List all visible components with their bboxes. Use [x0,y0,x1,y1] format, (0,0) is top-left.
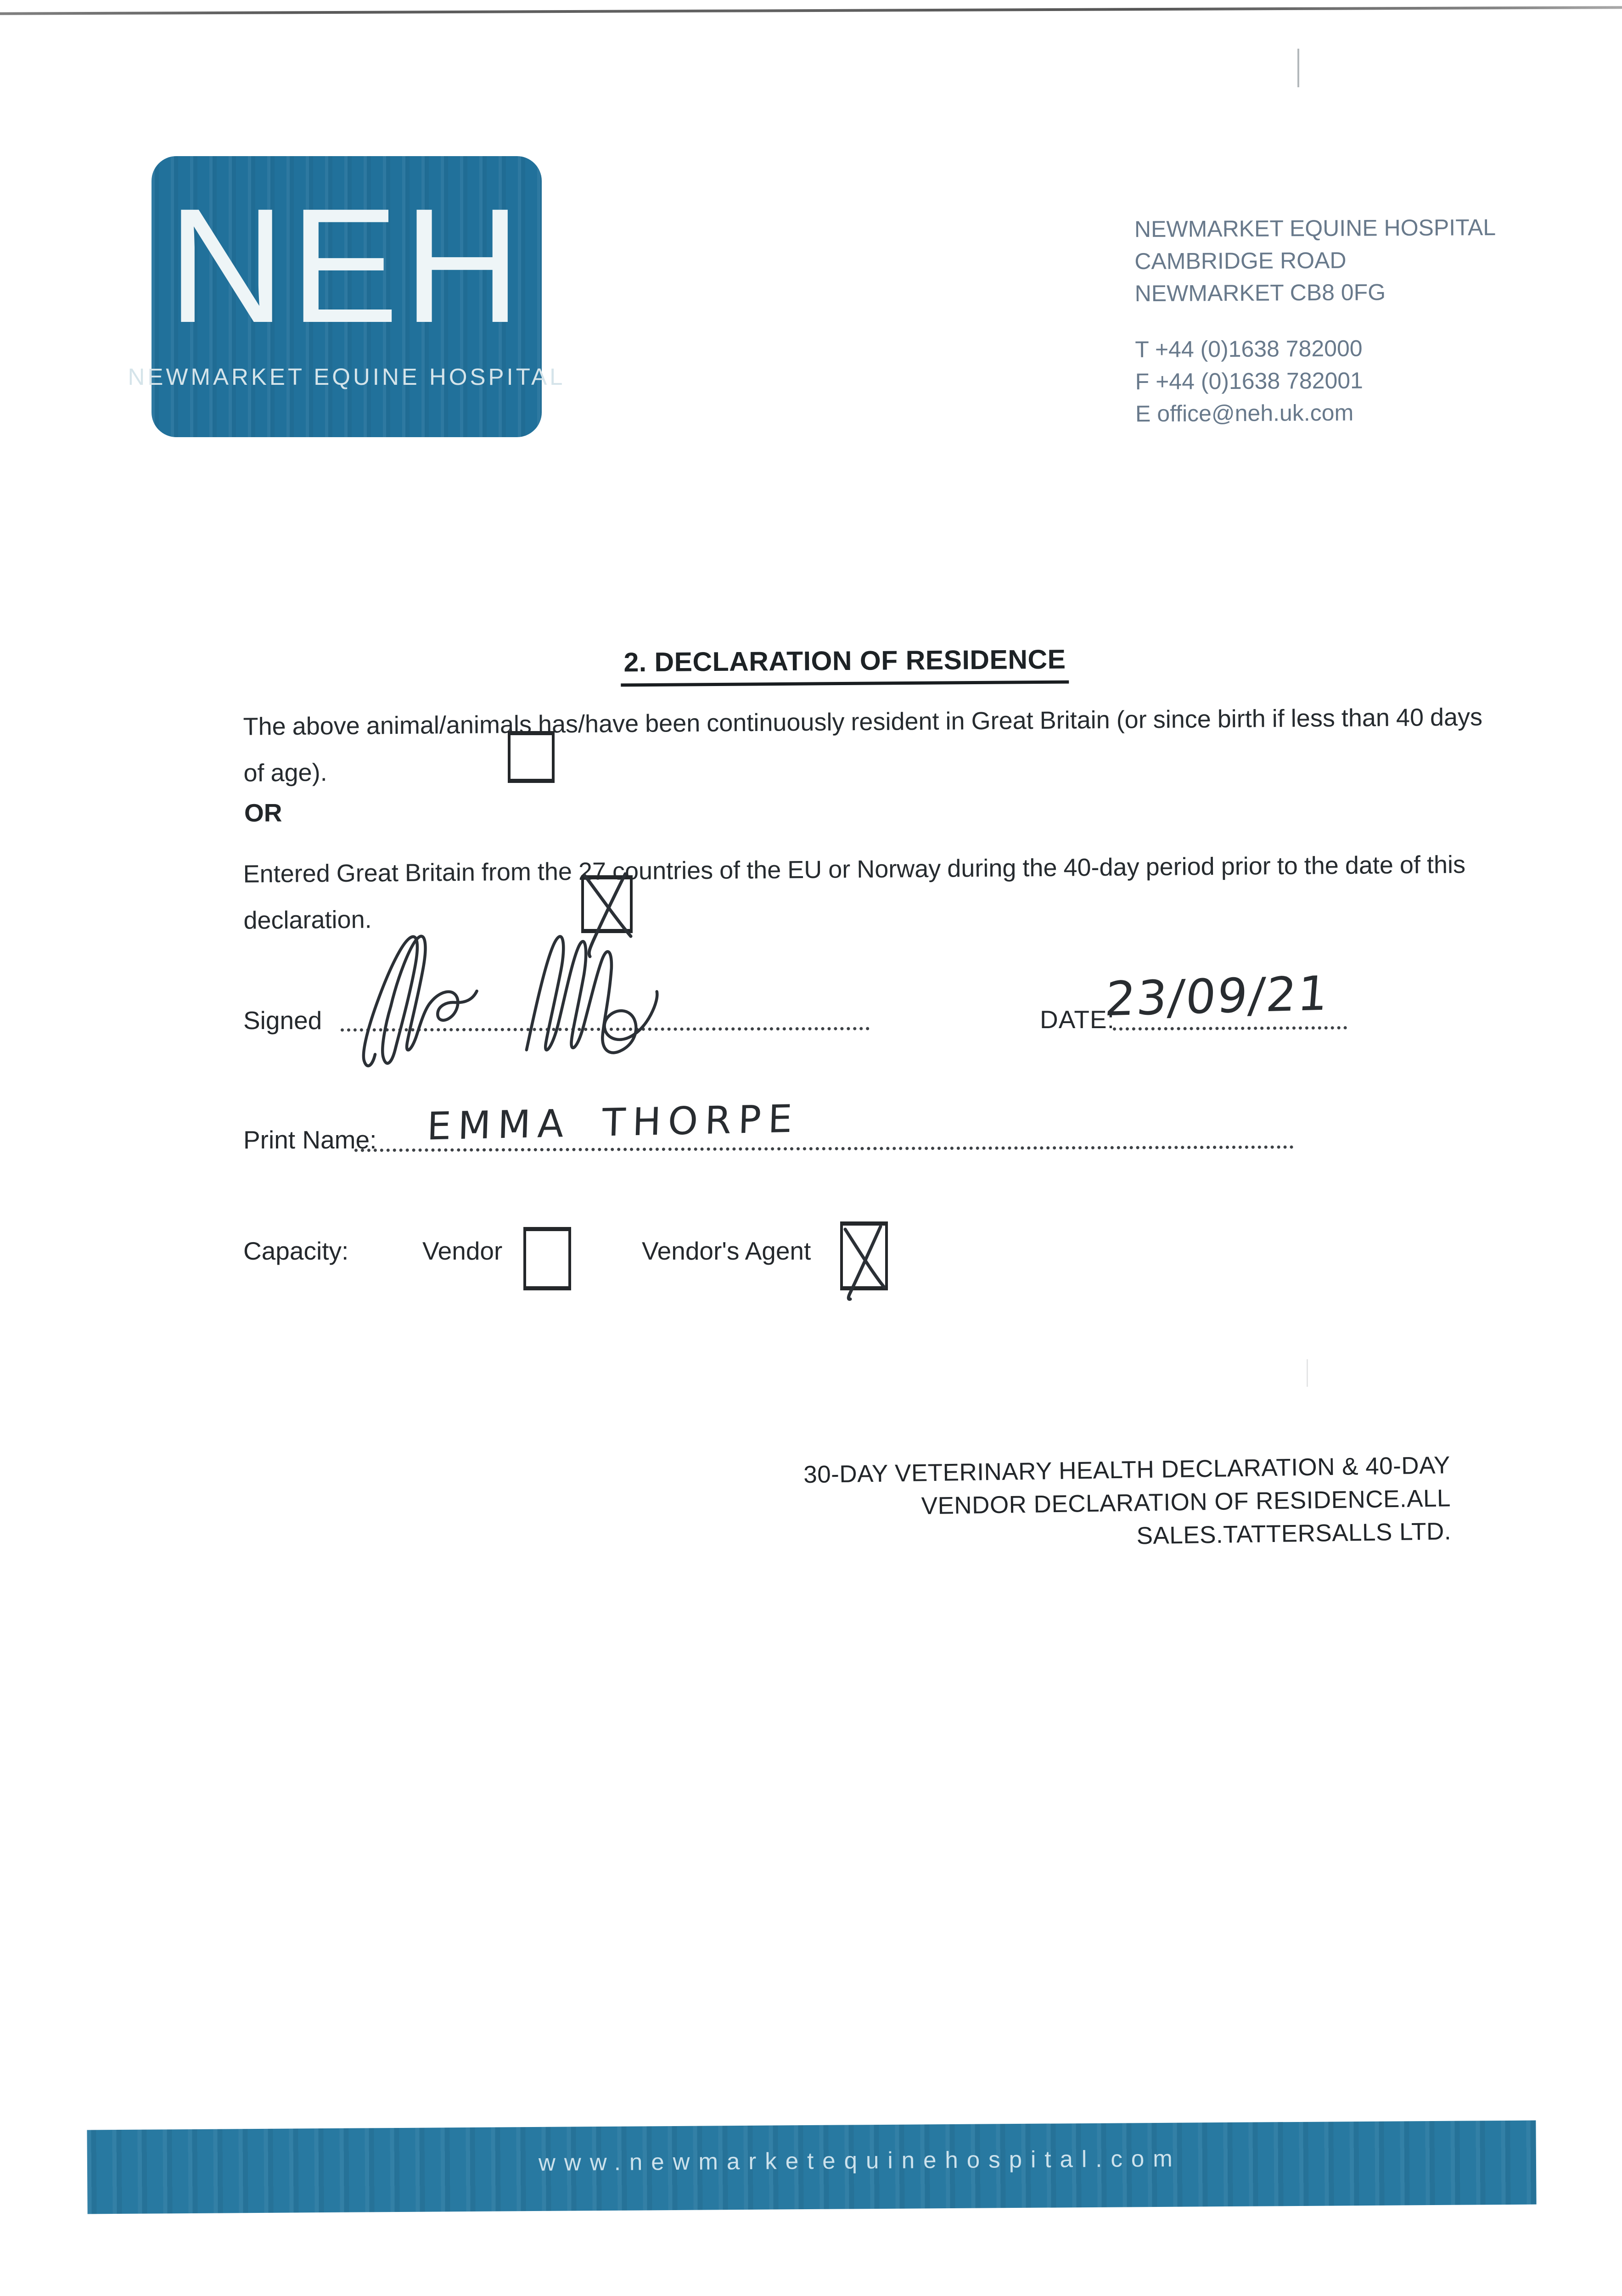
or-label: OR [244,799,282,827]
section-heading-text: 2. DECLARATION OF RESIDENCE [621,644,1069,687]
print-name-label: Print Name: [243,1125,377,1154]
vendor-label: Vendor [422,1237,503,1265]
neh-logo-tagline: NEWMARKET EQUINE HOSPITAL [128,364,566,390]
hospital-contact-block [1134,211,1497,430]
handwritten-x-mark [584,879,630,929]
scan-artifact-faint-mark [1307,1359,1308,1387]
capacity-label: Capacity: [243,1237,349,1265]
print-name-handwritten-value: EMMA THORPE [426,1096,800,1149]
footer-website-url: www.newmarketequinehospital.com [538,2145,1181,2176]
neh-logo-acronym: NEH [168,175,526,357]
sale-declaration-note [660,1449,1451,1559]
sale-note-line2: VENDOR DECLARATION OF RESIDENCE.ALL SALES.TATTERSALLS LTD. [921,1485,1452,1550]
date-handwritten-value: 23/09/21 [1103,966,1331,1027]
signed-label: Signed [243,1006,322,1035]
option2-checkbox[interactable] [581,875,633,933]
sale-note-line1: 30-DAY VETERINARY HEALTH DECLARATION & 40-DAY [803,1452,1451,1489]
contact-address-line: NEWMARKET EQUINE HOSPITAL [1134,214,1496,242]
vendors-agent-label: Vendor's Agent [642,1237,811,1265]
contact-email: E office@neh.uk.com [1135,400,1354,427]
date-label: DATE: [1040,1005,1115,1034]
neh-logo [128,156,566,437]
handwritten-x-mark [843,1226,885,1286]
residence-option1-text: The above animal/animals has/have been continuously resident in Great Britain (or since birth if less than 40 days of age). [243,703,1483,787]
contact-address-line: NEWMARKET CB8 0FG [1134,279,1386,307]
section-heading [243,641,1447,689]
date-dotted-line [1113,1026,1347,1031]
scan-artifact-top-line [0,6,1622,15]
option1-checkbox[interactable] [508,731,555,783]
contact-fax: F +44 (0)1638 782001 [1135,367,1364,395]
scan-artifact-vertical-mark [1297,49,1299,87]
residence-option2-text: Entered Great Britain from the 27 countries of the EU or Norway during the 40-day period prior to the date of this declaration. [243,850,1466,934]
contact-address-line: CAMBRIDGE ROAD [1134,247,1347,275]
contact-phone: T +44 (0)1638 782000 [1135,335,1363,363]
vendors-agent-checkbox[interactable] [840,1221,888,1290]
signature-ink [345,928,724,1072]
vendor-checkbox[interactable] [523,1227,571,1290]
contact-spacer [1135,308,1496,333]
footer-bar [87,2121,1536,2214]
